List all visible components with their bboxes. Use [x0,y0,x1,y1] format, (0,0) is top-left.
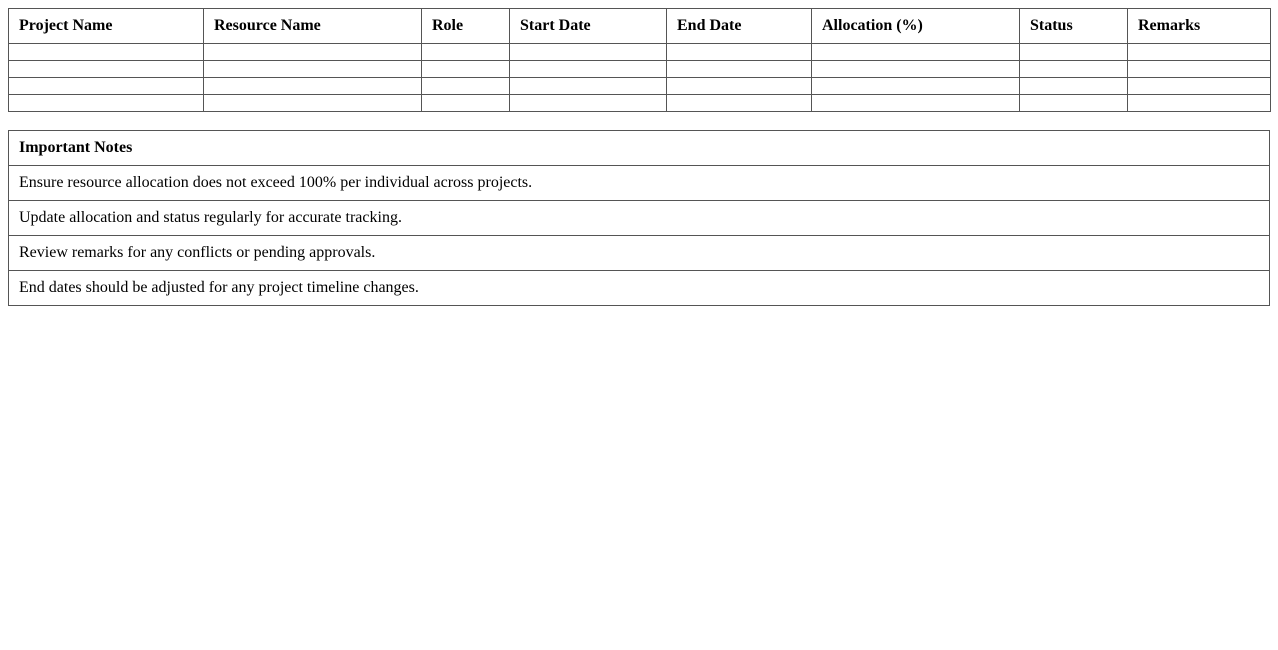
notes-row [9,271,1270,306]
header-project-name: Project Name [9,9,204,44]
table-cell[interactable] [510,78,667,95]
header-role: Role [422,9,510,44]
table-cell[interactable] [422,78,510,95]
table-cell[interactable] [1020,95,1128,112]
table-cell[interactable] [1020,61,1128,78]
table-cell[interactable] [667,95,812,112]
note-item: Ensure resource allocation does not exceed 100% per individual across projects. [9,166,1270,201]
table-cell[interactable] [667,44,812,61]
note-item: Review remarks for any conflicts or pending approvals. [9,236,1270,271]
table-cell[interactable] [204,44,422,61]
table-cell[interactable] [667,61,812,78]
header-status: Status [1020,9,1128,44]
notes-row [9,201,1270,236]
table-cell[interactable] [812,61,1020,78]
table-cell[interactable] [1128,78,1271,95]
header-start-date: Start Date [510,9,667,44]
header-allocation: Allocation (%) [812,9,1020,44]
table-cell[interactable] [9,78,204,95]
table-cell[interactable] [9,44,204,61]
table-cell[interactable] [510,44,667,61]
table-cell[interactable] [204,78,422,95]
table-row [9,95,1271,112]
notes-title: Important Notes [9,131,1270,166]
table-cell[interactable] [510,95,667,112]
table-cell[interactable] [812,78,1020,95]
table-cell[interactable] [422,95,510,112]
notes-row [9,236,1270,271]
note-item: End dates should be adjusted for any project timeline changes. [9,271,1270,306]
table-cell[interactable] [1128,44,1271,61]
table-cell[interactable] [422,61,510,78]
table-cell[interactable] [9,95,204,112]
table-cell[interactable] [1128,95,1271,112]
table-cell[interactable] [1020,44,1128,61]
table-row [9,78,1271,95]
table-cell[interactable] [1020,78,1128,95]
header-end-date: End Date [667,9,812,44]
table-cell[interactable] [1128,61,1271,78]
table-cell[interactable] [510,61,667,78]
table-cell[interactable] [422,44,510,61]
notes-header-row [9,131,1270,166]
table-cell[interactable] [812,95,1020,112]
header-resource-name: Resource Name [204,9,422,44]
table-header-row [9,9,1271,44]
table-cell[interactable] [812,44,1020,61]
table-cell[interactable] [667,78,812,95]
table-row [9,61,1271,78]
important-notes-table [8,130,1270,306]
note-item: Update allocation and status regularly for accurate tracking. [9,201,1270,236]
table-cell[interactable] [9,61,204,78]
resource-allocation-table [8,8,1271,112]
notes-row [9,166,1270,201]
table-cell[interactable] [204,61,422,78]
table-cell[interactable] [204,95,422,112]
header-remarks: Remarks [1128,9,1271,44]
table-row [9,44,1271,61]
